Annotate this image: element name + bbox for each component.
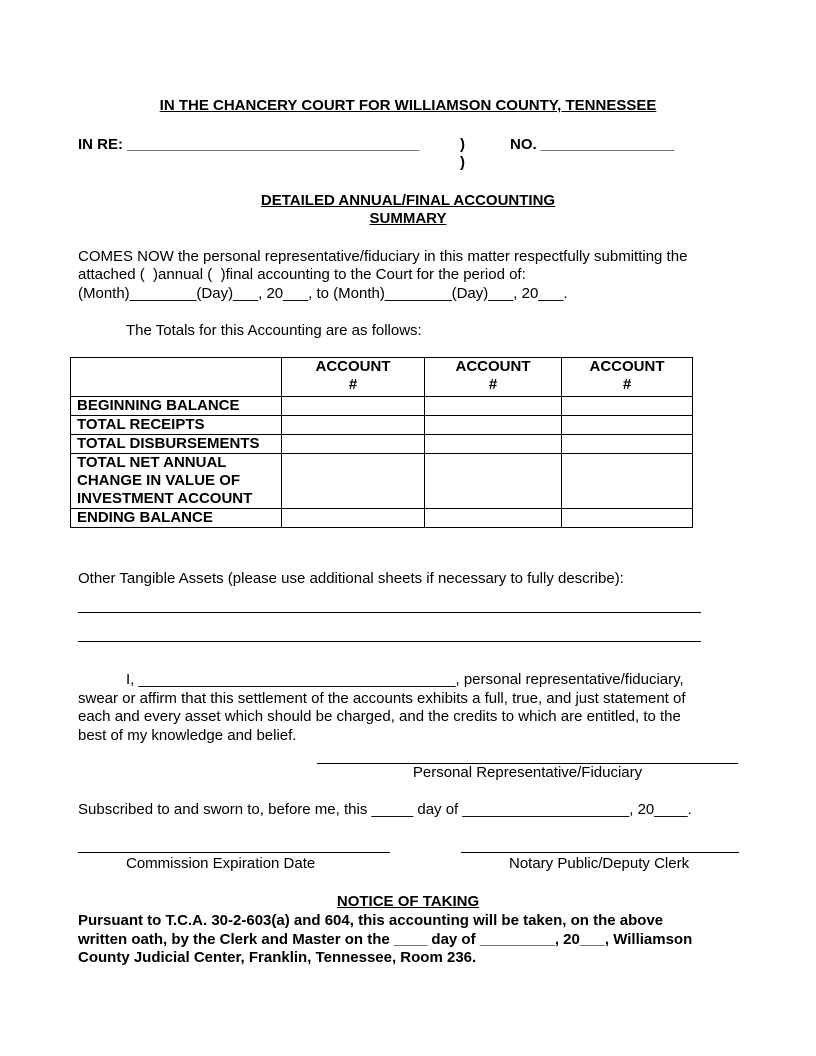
intro-line: attached ( )annual ( )final accounting to the Court for the period of: — [78, 266, 526, 283]
amount-cell[interactable] — [562, 416, 693, 435]
period-line: (Month)________(Day)___, 20___, to (Month)________(Day)___, 20___. — [78, 285, 568, 302]
account-header: ACCOUNT # — [562, 358, 693, 397]
notice-line: written oath, by the Clerk and Master on the ____ day of _________, 20___, Williamson — [78, 931, 693, 948]
row-label: BEGINNING BALANCE — [71, 397, 282, 416]
caption-paren: ) — [460, 154, 465, 171]
row-label: TOTAL NET ANNUAL CHANGE IN VALUE OF INVESTMENT ACCOUNT — [71, 454, 282, 509]
table-row — [71, 397, 693, 416]
oath-line: I, ______________________________________, personal representative/fiduciary, — [126, 671, 684, 688]
account-header: ACCOUNT # — [282, 358, 425, 397]
amount-cell[interactable] — [282, 397, 425, 416]
in-re-line: IN RE: ___________________________________ — [78, 136, 420, 153]
table-row — [71, 509, 693, 528]
account-header: ACCOUNT # — [425, 358, 562, 397]
amount-cell[interactable] — [282, 435, 425, 454]
amount-cell[interactable] — [562, 509, 693, 528]
notice-line: Pursuant to T.C.A. 30-2-603(a) and 604, this accounting will be taken, on the above — [78, 912, 664, 929]
amount-cell[interactable] — [282, 454, 425, 509]
case-number: NO. ________________ — [510, 136, 675, 153]
row-label: ENDING BALANCE — [71, 509, 282, 528]
amount-cell[interactable] — [425, 509, 562, 528]
header-blank-cell — [71, 358, 282, 397]
assets-blank-line[interactable] — [78, 612, 701, 613]
subscribed-line: Subscribed to and sworn to, before me, this _____ day of ____________________, 20____. — [78, 801, 692, 818]
table-row — [71, 416, 693, 435]
row-label: TOTAL RECEIPTS — [71, 416, 282, 435]
oath-line: best of my knowledge and belief. — [78, 727, 297, 744]
notary-label: Notary Public/Deputy Clerk — [509, 855, 690, 872]
document-title-line1: DETAILED ANNUAL/FINAL ACCOUNTING — [260, 192, 556, 209]
row-label: TOTAL DISBURSEMENTS — [71, 435, 282, 454]
signature-label: Personal Representative/Fiduciary — [412, 764, 643, 781]
amount-cell[interactable] — [562, 454, 693, 509]
commission-label: Commission Expiration Date — [126, 855, 316, 872]
notary-signature-line[interactable] — [461, 852, 739, 853]
table-header-row — [71, 358, 693, 397]
oath-line: swear or affirm that this settlement of the accounts exhibits a full, true, and just statement of — [78, 690, 686, 707]
court-heading: IN THE CHANCERY COURT FOR WILLIAMSON COUNTY, TENNESSEE — [159, 97, 657, 114]
notice-line: County Judicial Center, Franklin, Tennessee, Room 236. — [78, 949, 477, 966]
amount-cell[interactable] — [425, 416, 562, 435]
commission-date-line[interactable] — [78, 852, 390, 853]
assets-blank-line[interactable] — [78, 641, 701, 642]
totals-intro: The Totals for this Accounting are as follows: — [126, 322, 422, 339]
amount-cell[interactable] — [282, 509, 425, 528]
amount-cell[interactable] — [282, 416, 425, 435]
table-row — [71, 435, 693, 454]
amount-cell[interactable] — [425, 435, 562, 454]
other-assets-label: Other Tangible Assets (please use additional sheets if necessary to fully describe): — [78, 570, 624, 587]
amount-cell[interactable] — [425, 454, 562, 509]
amount-cell[interactable] — [425, 397, 562, 416]
caption-paren: ) — [460, 136, 465, 153]
notice-title: NOTICE OF TAKING — [336, 893, 480, 910]
intro-line: COMES NOW the personal representative/fiduciary in this matter respectfully submitting the — [78, 248, 688, 265]
amount-cell[interactable] — [562, 397, 693, 416]
document-title-line2: SUMMARY — [369, 210, 447, 227]
oath-line: each and every asset which should be charged, and the credits to which are entitled, to the — [78, 708, 681, 725]
accounting-table — [70, 357, 693, 528]
amount-cell[interactable] — [562, 435, 693, 454]
table-row — [71, 454, 693, 509]
